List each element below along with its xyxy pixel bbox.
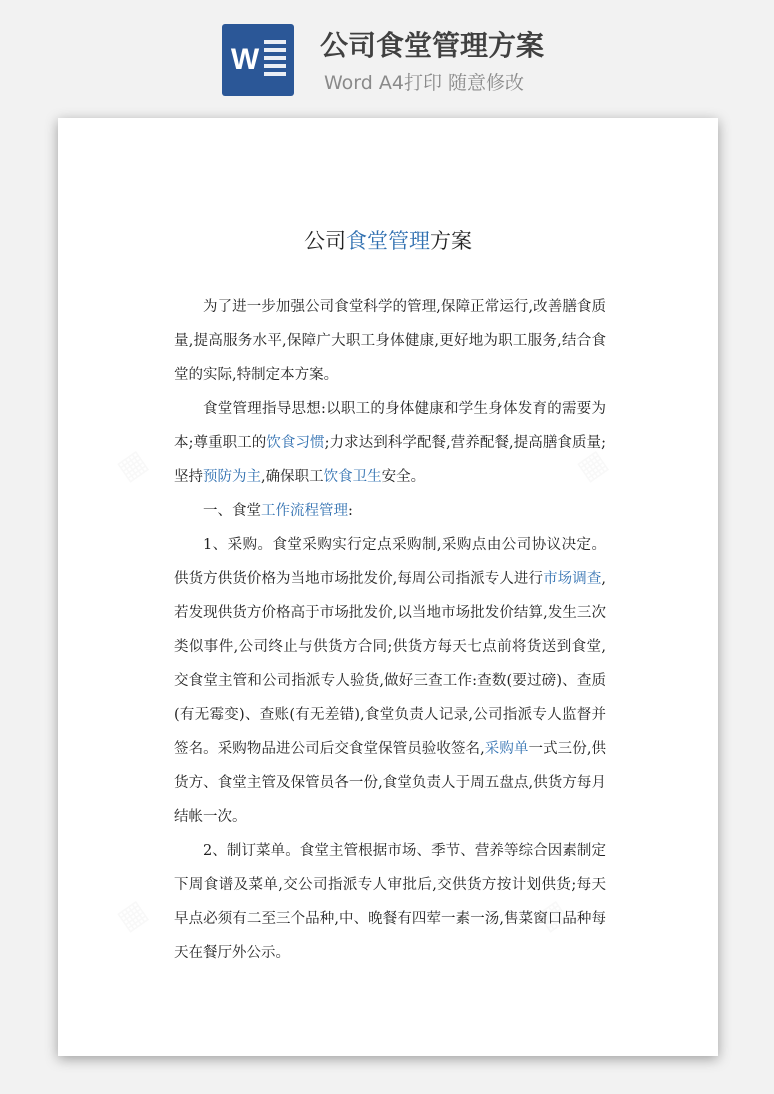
paragraph-procurement <box>174 528 606 834</box>
document-lines-icon <box>264 40 286 80</box>
header-subtitle: Word A4打印 随意修改 <box>324 72 525 94</box>
link-workflow-management[interactable]: 工作流程管理 <box>261 503 348 519</box>
link-dietary-habits[interactable]: 饮食习惯 <box>266 435 325 451</box>
document-title <box>58 226 718 256</box>
word-icon <box>222 24 294 96</box>
text: ,确保职工 <box>261 469 324 485</box>
header-title: 公司食堂管理方案 <box>320 29 545 62</box>
document-body <box>174 290 606 970</box>
title-text: 方案 <box>430 229 472 253</box>
text: 食堂管理指导思想:以职工的身体健康和学生身体发育的需要为本;尊重职工的 <box>174 401 606 451</box>
title-text: 公司 <box>304 229 346 253</box>
paragraph-menu: 2、制订菜单。食堂主管根据市场、季节、营养等综合因素制定下周食谱及菜单,交公司指派专人审批后,交供货方按计划供货;每天早点必须有二至三个品种,中、晚餐有四荤一素一汤,售菜窗口品种每天在餐厅外公示。 <box>174 843 606 961</box>
paragraph-guiding-principle <box>174 392 606 494</box>
text: 1、采购。食堂采购实行定点采购制,采购点由公司协议决定。供货方供货价格为当地市场批发价,每周公司指派专人进行 <box>174 537 606 587</box>
header <box>0 0 774 110</box>
watermark <box>111 443 154 488</box>
text: ,若发现供货方价格高于市场批发价,以当地市场批发价结算,发生三次类似事件,公司终止与供货方合同;供货方每天七点前将货送到食堂,交食堂主管和公司指派专人验货,做好三查工作:查数(要过磅)、查质(有无霉变)、查账(有无差错),食堂负责人记录,公司指派专人监督并签名。采购物品进公司后交食堂保管员验收签名, <box>174 571 607 757</box>
text: 一、食堂 <box>203 503 261 519</box>
text: 一式三份,供货方、食堂主管及保管员各一份,食堂负责人于周五盘点,供货方每月结帐一次。 <box>174 741 607 825</box>
word-logo-letter: W <box>230 43 260 76</box>
watermark <box>111 893 154 938</box>
text: 安全。 <box>381 469 426 485</box>
link-purchase-order[interactable]: 采购单 <box>484 741 529 757</box>
link-food-hygiene[interactable]: 饮食卫生 <box>323 469 382 485</box>
document-page <box>58 118 718 1056</box>
section-heading-workflow <box>174 494 606 528</box>
link-prevention-first[interactable]: 预防为主 <box>203 469 261 485</box>
link-market-research[interactable]: 市场调查 <box>543 571 602 587</box>
title-link[interactable]: 食堂管理 <box>346 229 430 253</box>
paragraph-intro: 为了进一步加强公司食堂科学的管理,保障正常运行,改善膳食质量,提高服务水平,保障广大职工身体健康,更好地为职工服务,结合食堂的实际,特制定本方案。 <box>174 299 606 383</box>
text: ;力求达到科学配餐,营养配餐,提高膳食质量;坚持 <box>174 435 606 485</box>
text: : <box>348 503 353 519</box>
